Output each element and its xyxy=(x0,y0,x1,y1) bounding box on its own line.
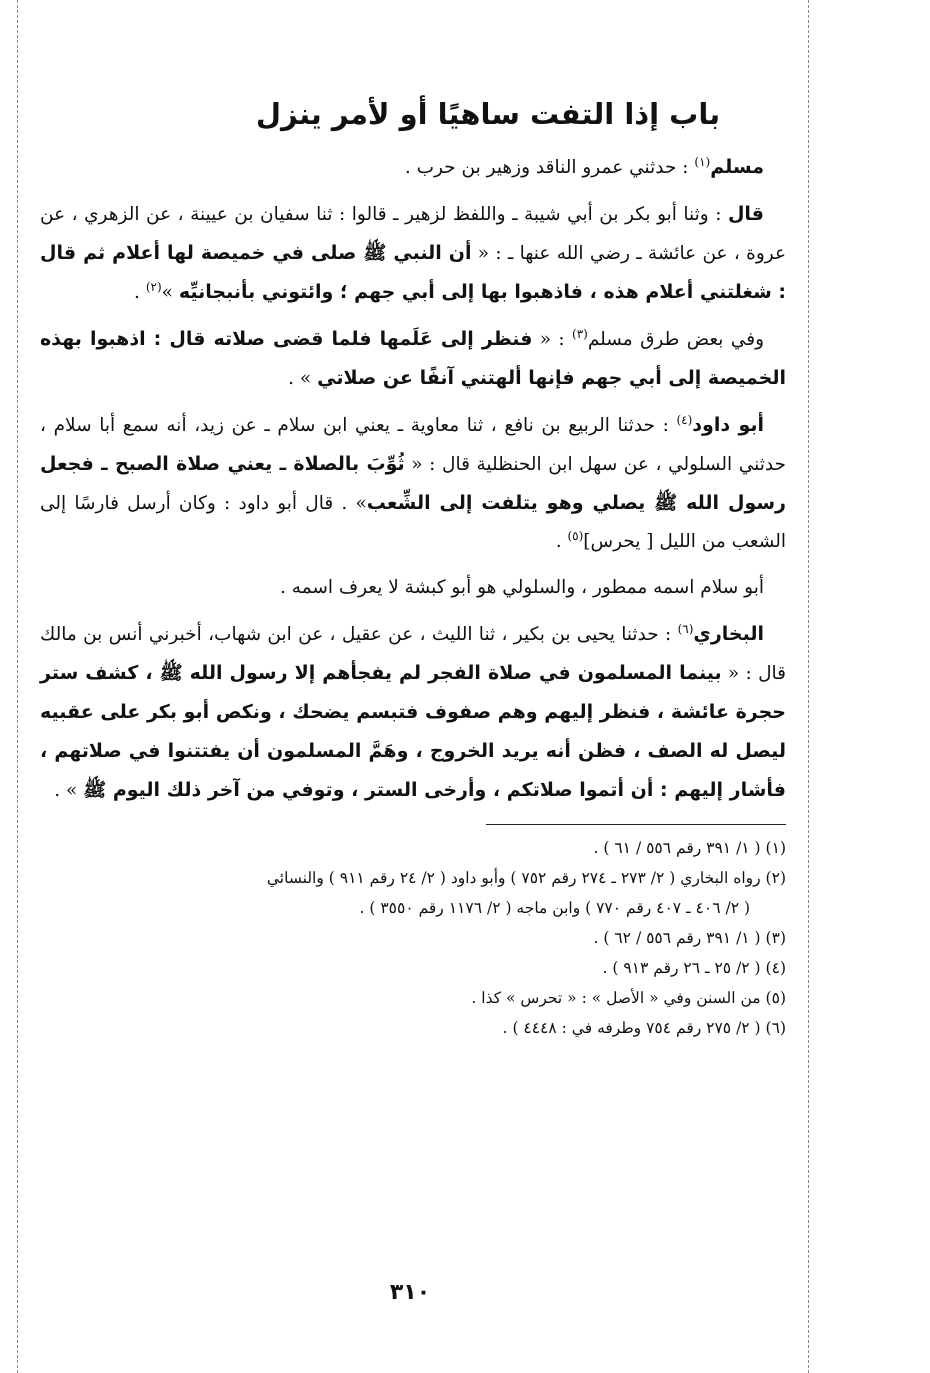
footnote-ref[interactable]: (٦) xyxy=(677,621,694,636)
footnote-continuation: ( ٢/ ٤٠٦ ـ ٤٠٧ رقم ٧٧٠ ) وابن ماجه ( ٢/ ١١٧٦ رقم ٣٥٥٠ ) . xyxy=(359,899,750,917)
page-margin-line-right xyxy=(808,0,809,1373)
paragraph-text: : حدثنا الربيع بن نافع ، ثنا معاوية ـ يعني ابن سلام ـ عن زيد، أنه سمع أبا سلام ، حدثني السلولي ، عن سهل ابن الحنظلية قال : « xyxy=(40,415,786,475)
footnote-text: من السنن وفي « الأصل » : « تحرس » كذا . xyxy=(471,989,761,1007)
quote-close: » . xyxy=(288,368,318,389)
footnote-text: ( ١/ ٣٩١ رقم ٥٥٦ / ٦٢ ) . xyxy=(593,929,761,947)
footnote-ref[interactable]: (٢) xyxy=(145,279,162,294)
footnote-ref[interactable]: (١) xyxy=(694,154,711,169)
page-number: ٣١٠ xyxy=(389,1280,431,1305)
paragraph-text: : حدثني عمرو الناقد وزهير بن حرب . xyxy=(404,157,695,178)
paragraph-note: أبو سلام اسمه ممطور ، والسلولي هو أبو كبشة لا يعرف اسمه . xyxy=(280,577,764,598)
chapter-title: باب إذا التفت ساهيًا أو لأمر ينزل xyxy=(255,97,721,131)
quote-close: » . xyxy=(54,780,84,801)
footnote-text: رواه البخاري ( ٢/ ٢٧٣ ـ ٢٧٤ رقم ٧٥٢ ) وأبو داود ( ٢/ ٢٤ رقم ٩١١ ) والنسائي xyxy=(266,869,761,887)
hadith-quote: فنظر إلى عَلَمها فلما قضى صلاته قال : اذهبوا بهذه الخميصة إلى أبي جهم فإنها ألهتني آنفًا عن صلاتي xyxy=(40,328,786,389)
footnote-number: (٣) xyxy=(765,929,786,947)
footnote-item xyxy=(40,953,786,983)
footnote-ref[interactable]: (٥) xyxy=(567,528,584,543)
paragraph-end: . xyxy=(134,282,146,303)
footnotes-list xyxy=(40,833,786,1043)
paragraph-muslim-variant xyxy=(40,320,786,398)
footnote-item xyxy=(40,1013,786,1043)
footnote-text: ( ٢/ ٢٧٥ رقم ٧٥٤ وطرفه في : ٤٤٤٨ ) . xyxy=(502,1019,761,1037)
footnote-item xyxy=(40,923,786,953)
paragraph-bukhari xyxy=(40,615,786,810)
quote-close: » xyxy=(161,282,179,303)
footnote-number: (٢) xyxy=(765,869,786,887)
paragraph-text: : وثنا أبو بكر بن أبي شيبة ـ واللفظ لزهير ـ قالوا : ثنا سفيان بن عيينة ، عن الزهري ، عن عروة ، عن عائشة ـ رضي الله عنها ـ : « xyxy=(40,204,786,264)
narrator-name: أبو داود xyxy=(692,414,764,436)
footnote-separator xyxy=(486,824,786,825)
footnote-number: (٦) xyxy=(765,1019,786,1037)
paragraph-text: وفي بعض طرق مسلم xyxy=(587,329,764,350)
paragraph-text: : « xyxy=(532,329,573,350)
footnote-item xyxy=(40,863,786,923)
paragraph-text: : حدثنا يحيى بن بكير ، ثنا الليث ، عن عقيل ، عن ابن شهاب، أخبرني أنس بن مالك قال : « xyxy=(40,624,786,684)
paragraph-text: » . قال أبو داود : وكان أرسل فارسًا إلى الشعب من الليل [ يحرس] xyxy=(40,493,786,552)
page-margin-line-left xyxy=(17,0,18,1373)
document-page xyxy=(40,90,786,1043)
footnote-text: ( ٢/ ٢٥ ـ ٢٦ رقم ٩١٣ ) . xyxy=(602,959,761,977)
footnote-item xyxy=(40,833,786,863)
footnote-text: ( ١/ ٣٩١ رقم ٥٥٦ / ٦١ ) . xyxy=(593,839,761,857)
footnote-number: (٤) xyxy=(765,959,786,977)
hadith-quote: بينما المسلمون في صلاة الفجر لم يفجأهم إلا رسول الله ﷺ ، كشف ستر حجرة عائشة ، فنظر إليهم وهم صفوف فتبسم يضحك ، ونكص أبو بكر على عقبيه ليصل له الصف ، فظن أنه يريد الخروج ، وهَمَّ المسلمون أن يفتتنوا في صلاتهم ، فأشار إليهم : أن أتموا صلاتكم ، وأرخى الستر ، وتوفي من آخر ذلك اليوم ﷺ xyxy=(40,662,786,801)
paragraph-muslim xyxy=(40,148,786,187)
paragraph-abu-dawud xyxy=(40,406,786,561)
paragraph-qala xyxy=(40,195,786,312)
hadith-quote: أن النبي ﷺ صلى في خميصة لها أعلام ثم قال : شغلتني أعلام هذه ، فاذهبوا بها إلى أبي جهم ؛ وائتوني بأنبجانيِّه xyxy=(40,242,786,303)
footnote-number: (٥) xyxy=(765,989,786,1007)
hadith-quote: ثُوِّبَ بالصلاة ـ يعني صلاة الصبح ـ فجعل رسول الله ﷺ يصلي وهو يتلفت إلى الشِّعب xyxy=(40,453,786,514)
footnote-ref[interactable]: (٤) xyxy=(676,412,693,427)
footnote-ref[interactable]: (٣) xyxy=(572,326,588,341)
narrator-name: قال xyxy=(727,203,764,225)
footnote-number: (١) xyxy=(765,839,786,857)
narrator-name: مسلم xyxy=(710,156,764,178)
narrator-name: البخاري xyxy=(693,623,764,645)
paragraph-end: . xyxy=(555,531,568,552)
footnote-item xyxy=(40,983,786,1013)
